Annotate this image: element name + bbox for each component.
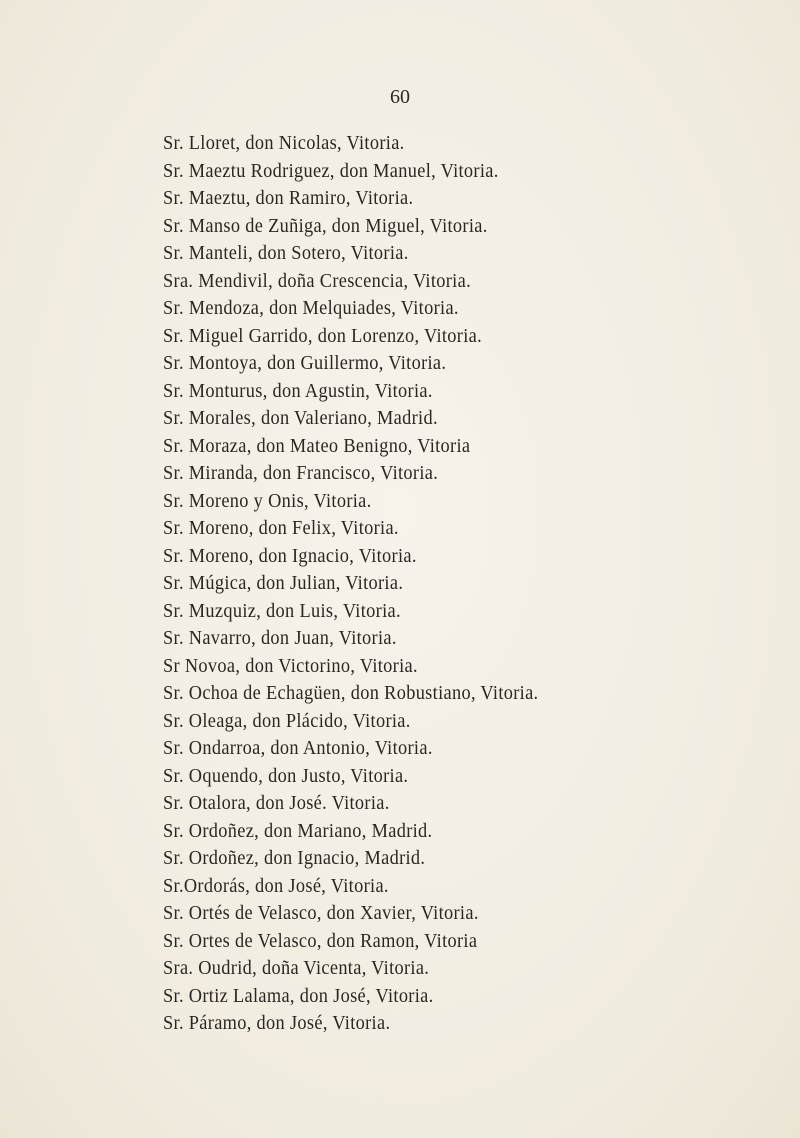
list-item: Sr. Montoya, don Guillermo, Vitoria. <box>163 353 447 374</box>
list-item: Sr. Oleaga, don Plácido, Vitoria. <box>163 710 411 732</box>
list-item: Sr. Páramo, don José, Vitoria. <box>163 1013 391 1034</box>
list-item: Sr. Otalora, don José. Vitoria. <box>163 793 390 814</box>
list-item: Sr. Ordoñez, don Mariano, Madrid. <box>163 820 433 842</box>
list-item: Sr. Moraza, don Mateo Benigno, Vitoria <box>163 435 471 457</box>
list-item: Sr.Ordorás, don José, Vitoria. <box>163 875 389 897</box>
list-item: Sr. Muzquiz, don Luis, Vitoria. <box>163 600 401 622</box>
list-item: Sr. Monturus, don Agustin, Vitoria. <box>163 380 433 402</box>
list-item: Sr. Morales, don Valeriano, Madrid. <box>163 408 438 429</box>
list-item: Sr. Manteli, don Sotero, Vitoria. <box>163 243 409 264</box>
list-item: Sr. Lloret, don Nicolas, Vitoria. <box>163 133 405 154</box>
list-item: Sr Novoa, don Victorino, Vitoria. <box>163 655 418 677</box>
list-item: Sr. Oquendo, don Justo, Vitoria. <box>163 765 409 787</box>
list-item: Sr. Mendoza, don Melquiades, Vitoria. <box>163 298 459 319</box>
list-item: Sr. Ondarroa, don Antonio, Vitoria. <box>163 738 433 759</box>
list-item: Sr. Moreno y Onis, Vitoria. <box>163 490 372 512</box>
page-number: 60 <box>390 86 410 108</box>
list-item: Sr. Ordoñez, don Ignacio, Madrid. <box>163 848 426 869</box>
list-item: Sr. Moreno, don Ignacio, Vitoria. <box>163 545 417 567</box>
list-item: Sr. Miguel Garrido, don Lorenzo, Vitoria. <box>163 325 483 347</box>
list-item: Sr. Manso de Zuñiga, don Miguel, Vitoria. <box>163 215 488 237</box>
list-item: Sr. Múgica, don Julian, Vitoria. <box>163 573 404 594</box>
list-item: Sr. Maeztu, don Ramiro, Vitoria. <box>163 188 414 209</box>
list-item: Sr. Moreno, don Felix, Vitoria. <box>163 518 399 539</box>
list-item: Sr. Ortes de Velasco, don Ramon, Vitoria <box>163 930 478 952</box>
list-item: Sr. Ochoa de Echagüen, don Robustiano, Vitoria. <box>163 683 539 704</box>
list-item: Sra. Mendivil, doña Crescencia, Vitoria. <box>163 270 471 292</box>
list-item: Sr. Miranda, don Francisco, Vitoria. <box>163 463 439 484</box>
subscriber-list <box>163 130 783 1038</box>
list-item: Sr. Maeztu Rodriguez, don Manuel, Vitoria. <box>163 160 499 182</box>
list-item: Sr. Ortés de Velasco, don Xavier, Vitoria. <box>163 903 479 924</box>
list-item: Sr. Navarro, don Juan, Vitoria. <box>163 628 397 649</box>
list-item: Sr. Ortiz Lalama, don José, Vitoria. <box>163 985 434 1007</box>
list-item: Sra. Oudrid, doña Vicenta, Vitoria. <box>163 958 430 979</box>
